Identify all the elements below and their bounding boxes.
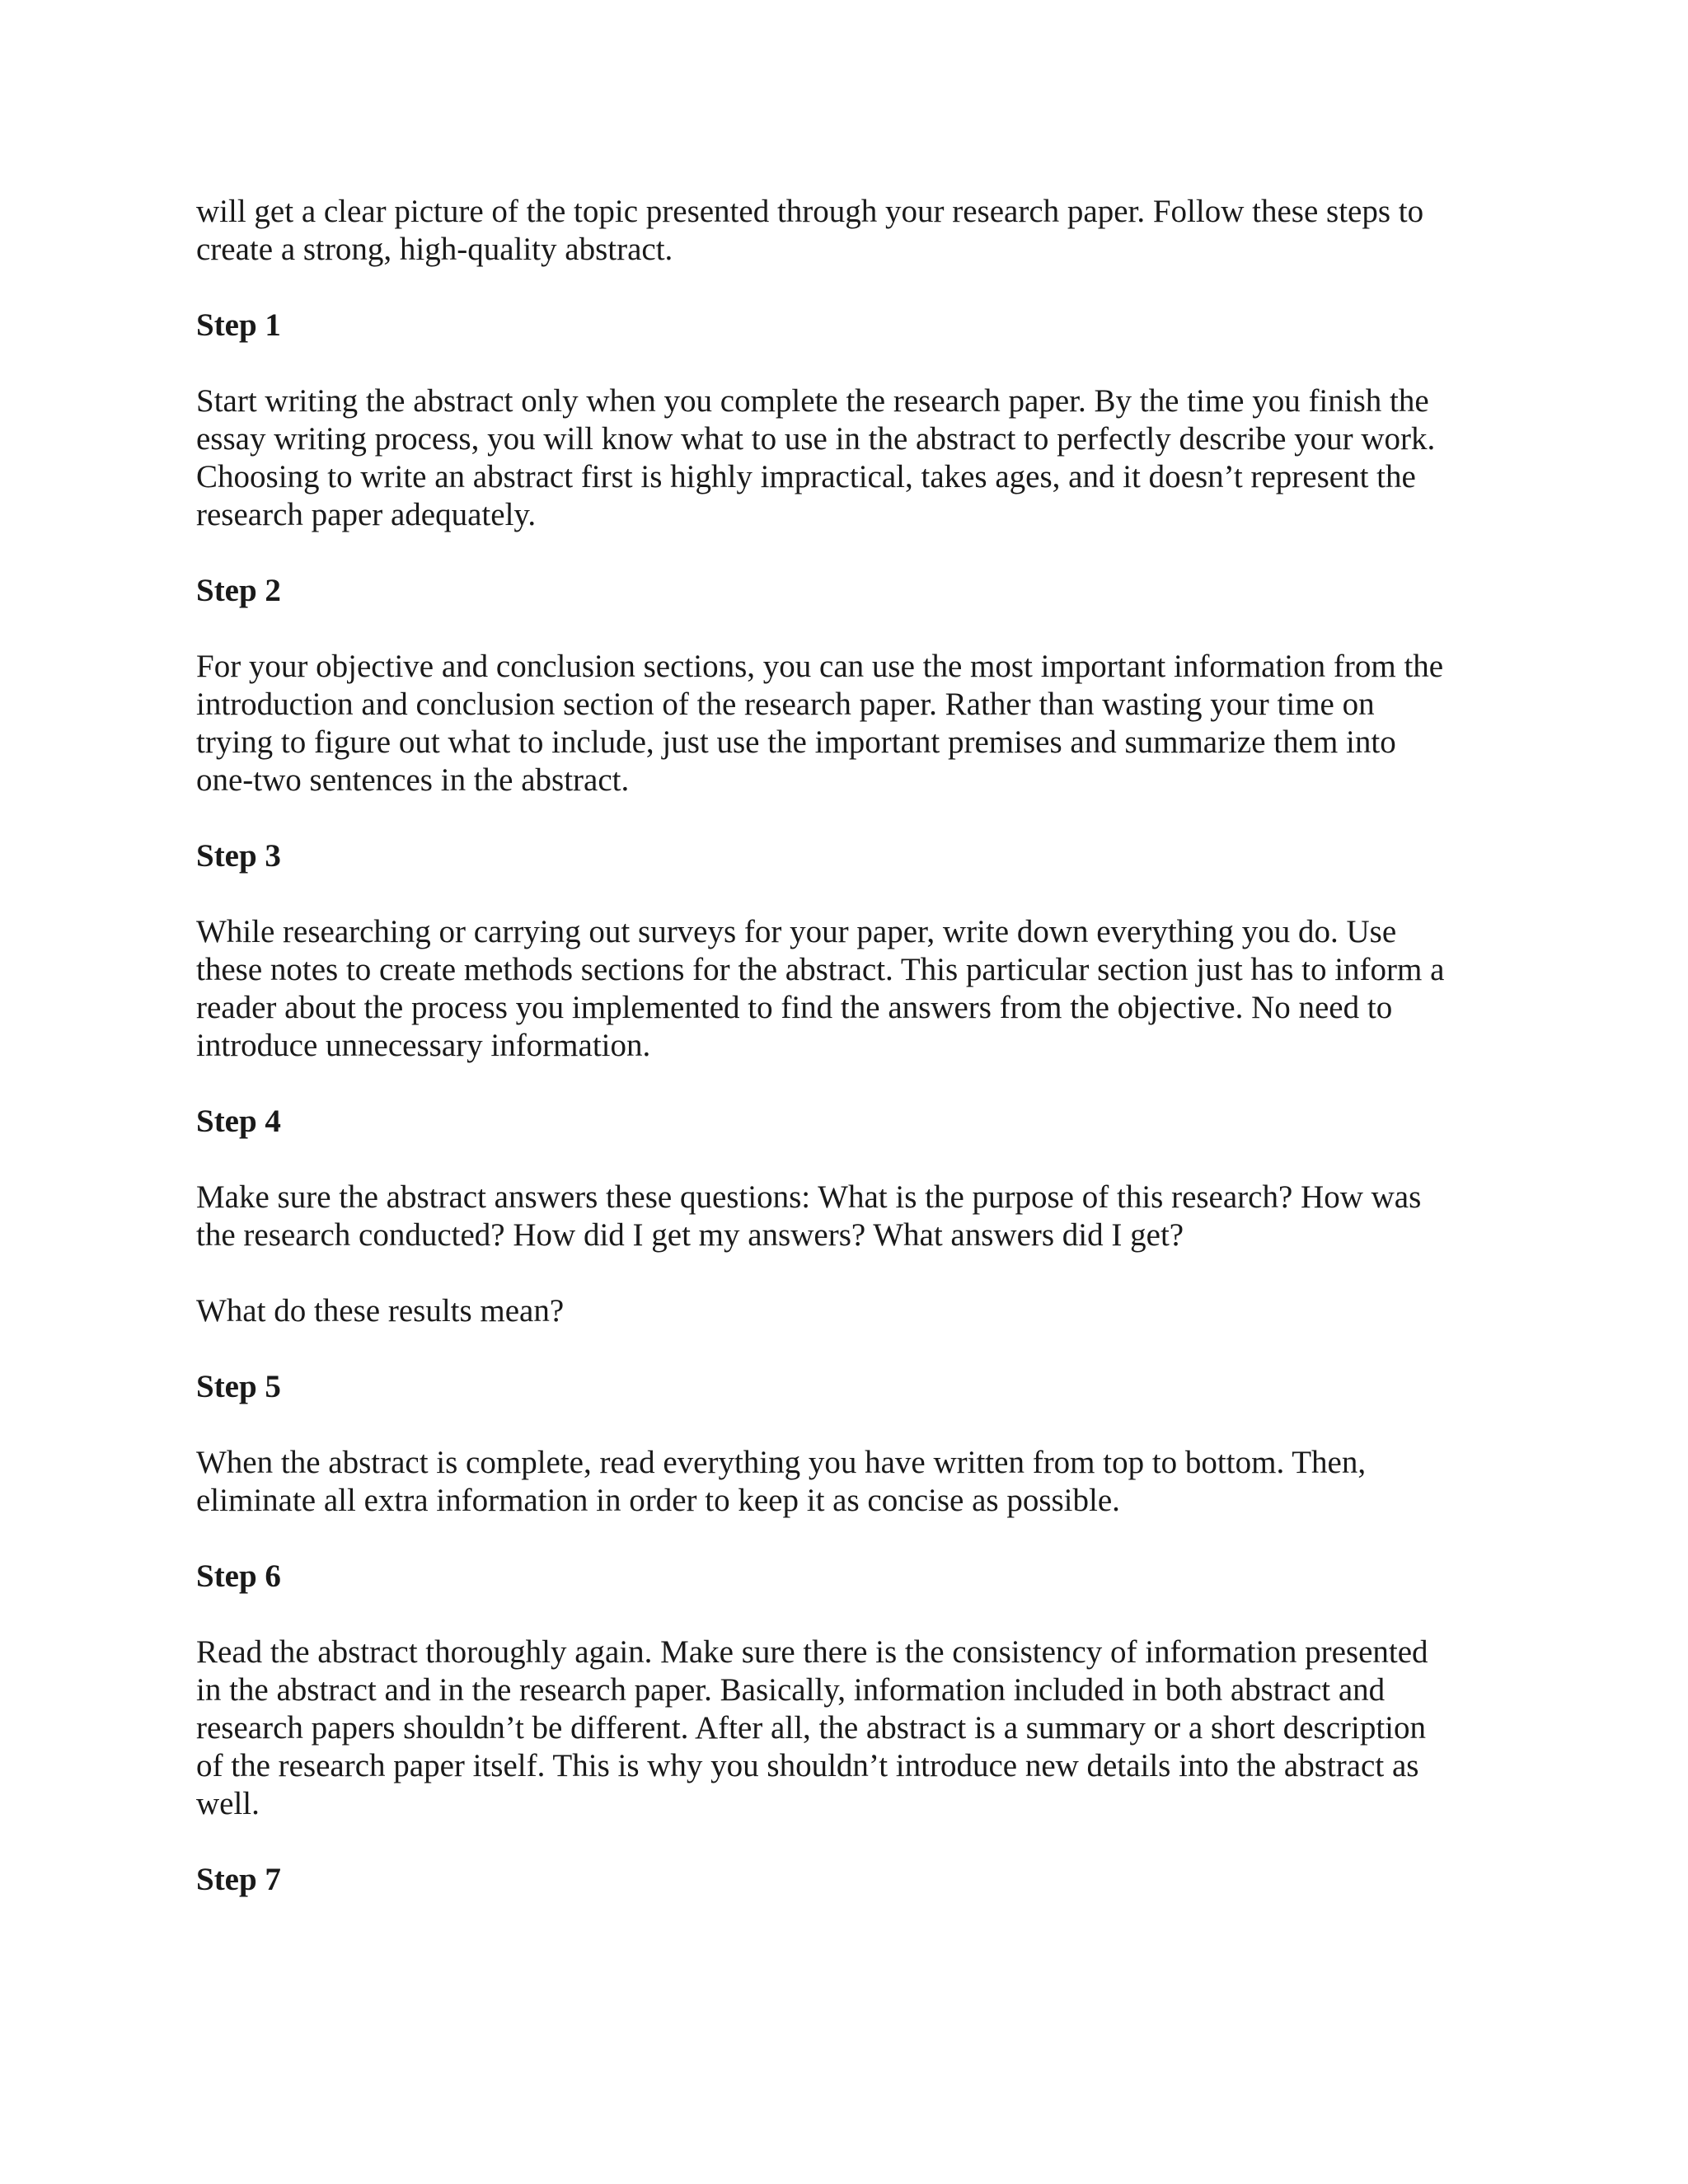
text-line: one-two sentences in the abstract.: [196, 762, 630, 798]
text-line: these notes to create methods sections for the abstract. This particular section just has to inform a: [196, 952, 1445, 987]
step-6-heading: Step 6: [196, 1558, 281, 1594]
text-line: Read the abstract thoroughly again. Make sure there is the consistency of information presented: [196, 1634, 1428, 1670]
text-line: introduction and conclusion section of the research paper. Rather than wasting your time on: [196, 687, 1375, 722]
step-4-paragraph: [196, 1179, 1482, 1254]
page-content: [196, 193, 1482, 1937]
text-line: Choosing to write an abstract first is highly impractical, takes ages, and it doesn’t represent the: [196, 459, 1416, 494]
text-line: in the abstract and in the research paper. Basically, information included in both abstract and: [196, 1672, 1386, 1708]
text-line: essay writing process, you will know what to use in the abstract to perfectly describe your work.: [196, 421, 1436, 457]
text-line: will get a clear picture of the topic presented through your research paper. Follow these steps to: [196, 194, 1424, 229]
text-line: research papers shouldn’t be different. After all, the abstract is a summary or a short description: [196, 1710, 1426, 1746]
text-line: What do these results mean?: [196, 1293, 565, 1329]
step-4-heading: Step 4: [196, 1104, 281, 1139]
intro-paragraph: [196, 193, 1482, 269]
text-line: the research conducted? How did I get my answers? What answers did I get?: [196, 1217, 1184, 1253]
text-line: of the research paper itself. This is why you shouldn’t introduce new details into the abstract as: [196, 1748, 1419, 1783]
step-2-paragraph: [196, 648, 1482, 799]
text-line: research paper adequately.: [196, 497, 537, 532]
step-7-heading: Step 7: [196, 1862, 281, 1897]
step-1-paragraph: [196, 382, 1482, 534]
step-1-heading: Step 1: [196, 307, 281, 343]
text-line: For your objective and conclusion sections, you can use the most important information from the: [196, 649, 1444, 684]
step-3-heading: Step 3: [196, 838, 281, 874]
step-5-paragraph: [196, 1444, 1482, 1520]
text-line: Start writing the abstract only when you complete the research paper. By the time you finish the: [196, 383, 1429, 419]
text-line: Make sure the abstract answers these questions: What is the purpose of this research? How was: [196, 1179, 1422, 1215]
text-line: well.: [196, 1786, 260, 1821]
step-3-paragraph: [196, 913, 1482, 1065]
text-line: introduce unnecessary information.: [196, 1028, 651, 1063]
step-4-paragraph-2: [196, 1292, 1482, 1330]
text-line: trying to figure out what to include, just use the important premises and summarize them into: [196, 724, 1396, 760]
text-line: When the abstract is complete, read everything you have written from top to bottom. Then,: [196, 1445, 1367, 1480]
text-line: reader about the process you implemented to find the answers from the objective. No need to: [196, 990, 1393, 1025]
step-6-paragraph: [196, 1633, 1482, 1823]
text-line: While researching or carrying out surveys for your paper, write down everything you do. Use: [196, 914, 1397, 949]
step-5-heading: Step 5: [196, 1369, 281, 1404]
text-line: eliminate all extra information in order to keep it as concise as possible.: [196, 1483, 1120, 1518]
step-2-heading: Step 2: [196, 573, 281, 608]
text-line: create a strong, high-quality abstract.: [196, 232, 673, 267]
